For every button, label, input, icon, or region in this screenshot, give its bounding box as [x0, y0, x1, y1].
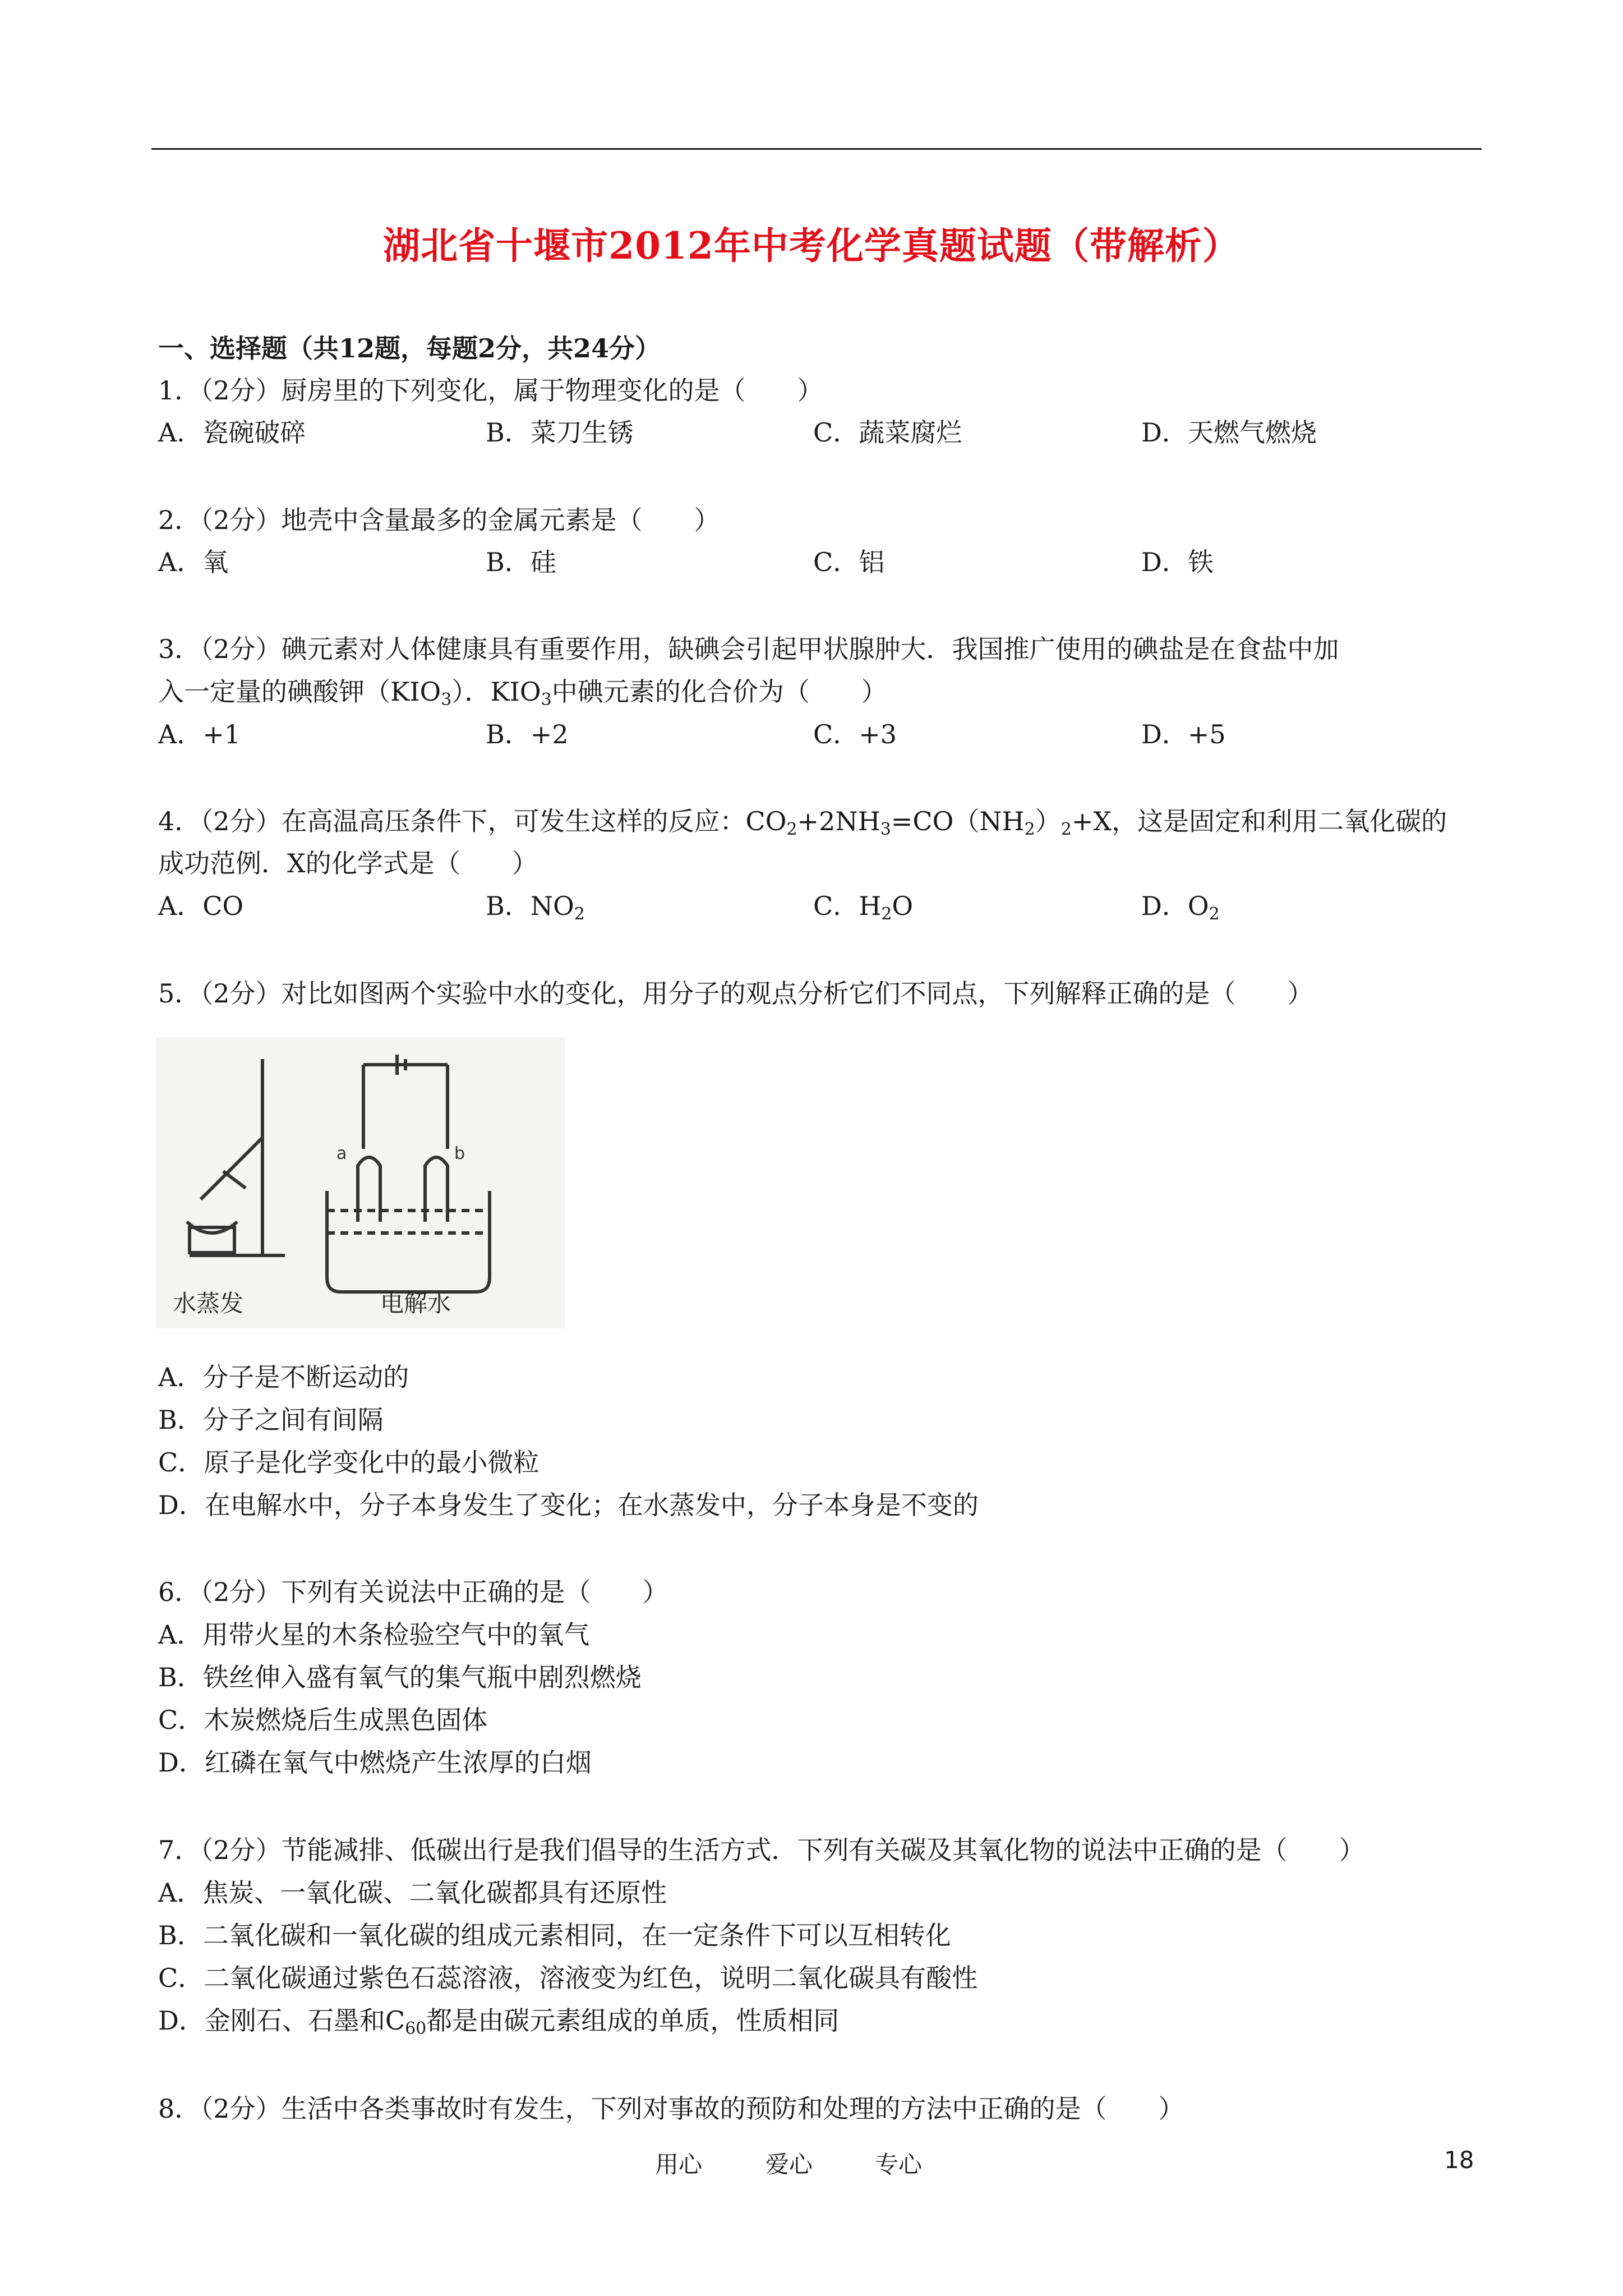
question-7: 7．（2分）节能减排、低碳出行是我们倡导的生活方式．下列有关碳及其氧化物的说法中正确的是（ ） — [158, 1835, 1365, 1865]
q3-option-b: B．+2 — [486, 719, 569, 749]
label-electrolysis: 电解水 — [380, 1290, 451, 1317]
q1-option-b: B．菜刀生锈 — [486, 417, 634, 448]
q7-option-c: C．二氧化碳通过紫色石蕊溶液，溶液变为红色，说明二氧化碳具有酸性 — [158, 1963, 978, 1993]
q1-option-c: C．蔬菜腐烂 — [813, 417, 962, 448]
label-a: a — [336, 1144, 347, 1163]
q6-option-c: C．木炭燃烧后生成黑色固体 — [158, 1705, 488, 1735]
q4-option-c: C．$H_2O$ — [813, 891, 914, 924]
q4-option-d: D．$O_2$ — [1141, 891, 1220, 924]
question-3-line-2: 入一定量的碘酸钾$(KIO_3)$．$KIO_3$中碘元素的化合价为（ ） — [158, 677, 887, 710]
q2-option-a: A．氧 — [158, 547, 229, 577]
question-3-line-1: 3．（2分）碘元素对人体健康具有重要作用，缺碘会引起甲状腺肿大．我国推广使用的碘盐是在食盐中加 — [158, 634, 1339, 664]
question-1: 1．（2分）厨房里的下列变化，属于物理变化的是（ ） — [158, 375, 823, 406]
question-4-line-2: 成功范例．X的化学式是（ ） — [158, 848, 538, 878]
footer-motto-2: 爱心 — [766, 2151, 813, 2178]
q6-option-a: A．用带火星的木条检验空气中的氧气 — [158, 1619, 590, 1650]
section-heading: 一、选择题（共12题，每题2分，共24分） — [158, 333, 661, 364]
q2-option-d: D．铁 — [1141, 547, 1214, 577]
q3-option-a: A．+1 — [158, 719, 241, 749]
q5-option-b: B．分子之间有间隔 — [158, 1405, 384, 1435]
header-rule — [151, 148, 1482, 150]
footer-motto-3: 专心 — [875, 2151, 923, 2178]
page-number: 18 — [1444, 2146, 1474, 2174]
q4-option-b: B．$NO_2$ — [486, 891, 585, 924]
q7-option-a: A．焦炭、一氧化碳、二氧化碳都具有还原性 — [158, 1878, 667, 1908]
label-evaporation: 水蒸发 — [173, 1290, 244, 1317]
label-b: b — [454, 1144, 465, 1163]
q5-option-d: D．在电解水中，分子本身发生了变化；在水蒸发中，分子本身是不变的 — [158, 1490, 979, 1520]
q3-option-c: C．+3 — [813, 719, 897, 749]
q7-option-d: D．金刚石、石墨和$C_{60}$都是由碳元素组成的单质，性质相同 — [158, 2005, 840, 2039]
question-8: 8．（2分）生活中各类事故时有发生，下列对事故的预防和处理的方法中正确的是（ ） — [158, 2093, 1184, 2124]
q2-option-c: C．铝 — [813, 547, 885, 577]
q4-option-a: A．CO — [158, 891, 244, 921]
q6-option-b: B．铁丝伸入盛有氧气的集气瓶中剧烈燃烧 — [158, 1662, 642, 1692]
question-2: 2．（2分）地壳中含量最多的金属元素是（ ） — [158, 505, 720, 535]
q3-option-d: D．+5 — [1141, 719, 1226, 749]
q5-option-a: A．分子是不断运动的 — [158, 1362, 409, 1392]
q6-option-d: D．红磷在氧气中燃烧产生浓厚的白烟 — [158, 1747, 592, 1778]
q1-option-d: D．天燃气燃烧 — [1141, 417, 1317, 448]
q1-option-a: A．瓷碗破碎 — [158, 417, 306, 448]
q2-option-b: B．硅 — [486, 547, 556, 577]
question-4-line-1: 4．（2分）在高温高压条件下，可发生这样的反应：$CO_2+2NH_3=CO(NH_2)_2+X$，这是固定和利用二氧化碳的 — [158, 806, 1447, 839]
footer-motto-1: 用心 — [655, 2151, 703, 2178]
q5-option-c: C．原子是化学变化中的最小微粒 — [158, 1447, 540, 1478]
question-5: 5．（2分）对比如图两个实验中水的变化，用分子的观点分析它们不同点，下列解释正确的是（ ） — [158, 978, 1313, 1009]
q7-option-b: B．二氧化碳和一氧化碳的组成元素相同，在一定条件下可以互相转化 — [158, 1920, 951, 1950]
page-title: 湖北省十堰市2012年中考化学真题试题（带解析） — [383, 224, 1240, 268]
experiment-figure — [156, 1037, 565, 1328]
question-6: 6．（2分）下列有关说法中正确的是（ ） — [158, 1577, 668, 1607]
